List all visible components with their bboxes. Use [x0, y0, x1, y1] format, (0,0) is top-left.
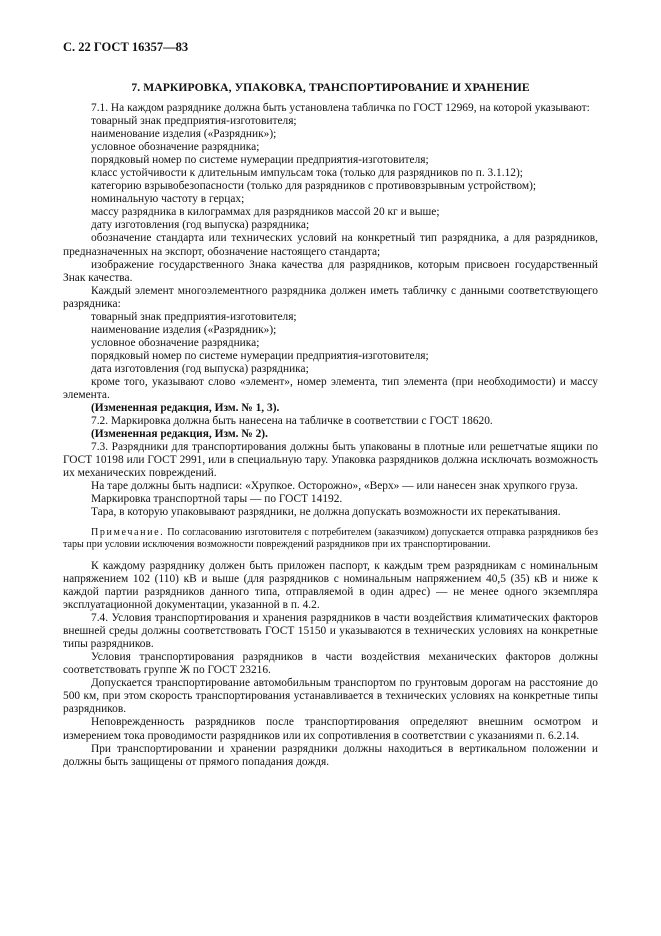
list-item: условное обозначение разрядника;: [91, 141, 260, 154]
paragraph-passport: К каждому разряднику должен быть приложен паспорт, к каждым трем разрядникам с номинальным напряжением 102 (110) кВ и выше (для разрядников с номинальным напряжением 40,5 (35) кВ и ниже к каждой партии разрядников данного типа, отправляемой в один адрес) — не менее одного экземпляра эксплуатационной документации, указанной в п. 4.2.: [63, 559, 598, 612]
list-item: номинальную частоту в герцах;: [91, 193, 245, 206]
paragraph-package-rolling: Тара, в которую упаковывают разрядники, не должна допускать возможности их перекатывания.: [91, 506, 561, 519]
paragraph-road-transport: Допускается транспортирование автомобильным транспортом по грунтовым дорогам на расстояние до 500 км, при этом скорость транспортирования устанавливается в технических условиях на конкретные типы разрядников.: [63, 677, 598, 716]
paragraph-standard-designation: обозначение стандарта или технических условий на конкретный тип разрядника, а для разрядников, предназначенных на экспорт, обозначение настоящего стандарта;: [63, 232, 598, 258]
note-label: Примечание.: [91, 526, 165, 538]
list-item: массу разрядника в килограммах для разрядников массой 20 кг и выше;: [91, 206, 440, 219]
section-title: 7. МАРКИРОВКА, УПАКОВКА, ТРАНСПОРТИРОВАНИЕ И ХРАНЕНИЕ: [131, 81, 530, 94]
paragraph-7-1: 7.1. На каждом разряднике должна быть установлена табличка по ГОСТ 12969, на которой указывают:: [91, 102, 590, 114]
paragraph-element-info: кроме того, указывают слово «элемент», номер элемента, тип элемента (при необходимости) и массу элемента.: [63, 375, 598, 402]
revision-note: (Измененная редакция, Изм. № 1, 3).: [91, 402, 280, 415]
note: [63, 527, 598, 551]
revision-note: (Измененная редакция, Изм. № 2).: [91, 428, 268, 441]
list-item: товарный знак предприятия-изготовителя;: [91, 115, 297, 128]
list-item: товарный знак предприятия-изготовителя;: [91, 310, 297, 323]
paragraph-storage-position: При транспортировании и хранении разрядники должны находиться в вертикальном положении и должны быть защищены от прямого попадания дождя.: [63, 742, 598, 768]
list-item: наименование изделия («Разрядник»);: [91, 323, 277, 336]
document-page: [63, 40, 598, 769]
paragraph-package-labels: На таре должны быть надписи: «Хрупкое. Осторожно», «Верх» — или нанесен знак хрупкого груза.: [91, 480, 578, 493]
note-text: По согласованию изготовителя с потребителем (заказчиком) допускается отправка разрядников без тары при условии исключения возможности повреждений разрядников при их транспортировании.: [63, 526, 598, 550]
paragraph-7-2: 7.2. Маркировка должна быть нанесена на табличке в соответствии с ГОСТ 18620.: [91, 415, 493, 428]
list-item: порядковый номер по системе нумерации предприятия-изготовителя;: [91, 349, 429, 362]
list-item: класс устойчивости к длительным импульсам тока (только для разрядников по п. 3.1.12);: [91, 167, 523, 180]
list-item: дату изготовления (год выпуска) разрядника;: [91, 219, 310, 232]
list-item: условное обозначение разрядника;: [91, 336, 260, 349]
paragraph-7-4: 7.4. Условия транспортирования и хранения разрядников в части воздействия климатических факторов внешней среды должны соответствовать ГОСТ 15150 и указываются в технических условиях на конкретные типы разрядников.: [63, 612, 598, 651]
page-header: С. 22 ГОСТ 16357—83: [63, 40, 189, 54]
paragraph-mechanical-factors: Условия транспортирования разрядников в части воздействия механических факторов должны соответствовать группе Ж по ГОСТ 23216.: [63, 651, 598, 677]
list-item: порядковый номер по системе нумерации предприятия-изготовителя;: [91, 154, 429, 167]
paragraph-quality-mark: изображение государственного Знака качества для разрядников, которым присвоен государственный Знак качества.: [63, 258, 598, 284]
paragraph-package-marking: Маркировка транспортной тары — по ГОСТ 14192.: [91, 493, 343, 506]
paragraph-integrity-check: Неповрежденность разрядников после транспортирования определяют внешним осмотром и измерением тока проводимости разрядников или их сопротивления в соответствии с указаниями п. 6.2.14.: [63, 716, 598, 742]
paragraph-7-3: 7.3. Разрядники для транспортирования должны быть упакованы в плотные или решетчатые ящики по ГОСТ 10198 или ГОСТ 2991, или в специальную тару. Упаковка разрядников должна исключать возможность их механических повреждений.: [63, 441, 598, 480]
list-item: наименование изделия («Разрядник»);: [91, 128, 277, 141]
list-item: категорию взрывобезопасности (только для разрядников с противовзрывным устройством);: [91, 180, 537, 193]
list-item: дата изготовления (год выпуска) разрядника;: [91, 362, 309, 375]
paragraph-multi-element: Каждый элемент многоэлементного разрядника должен иметь табличку с данными соответствующего разрядника:: [63, 284, 598, 310]
